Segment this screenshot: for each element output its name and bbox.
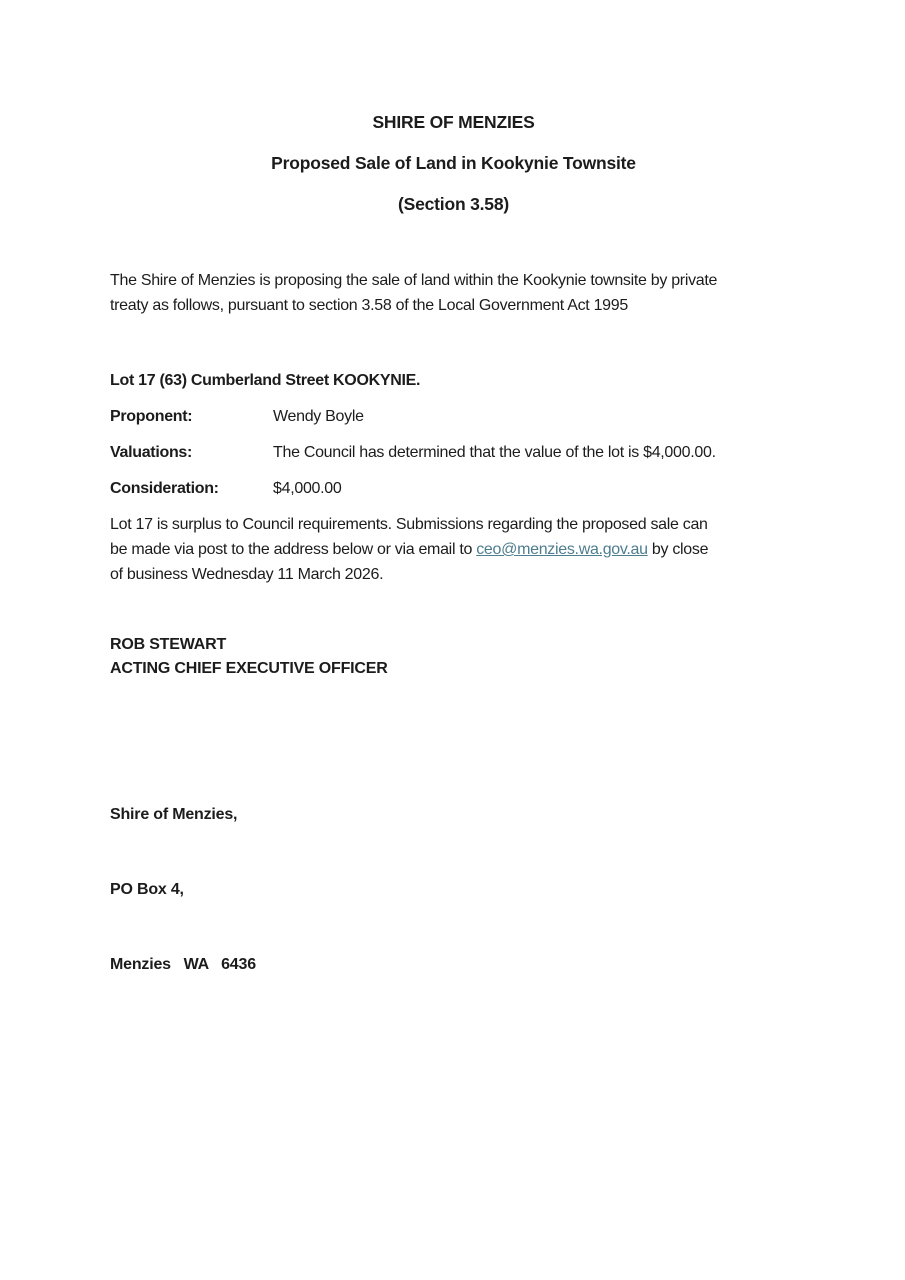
address-line-3: Menzies WA 6436 bbox=[110, 956, 256, 973]
intro-line-1: The Shire of Menzies is proposing the sale of land within the Kookynie townsite by private bbox=[110, 272, 718, 289]
detail-row-consideration bbox=[110, 476, 797, 501]
proponent-value: Wendy Boyle bbox=[273, 408, 364, 425]
postal-address-block bbox=[110, 752, 797, 1027]
signature-block bbox=[110, 633, 797, 681]
signatory-name: ROB STEWART bbox=[110, 636, 227, 653]
intro-paragraph bbox=[110, 268, 797, 318]
lot-heading: Lot 17 (63) Cumberland Street KOOKYNIE. bbox=[110, 372, 421, 389]
detail-row-proponent bbox=[110, 404, 797, 429]
address-line-2: PO Box 4, bbox=[110, 881, 184, 898]
signatory-title: ACTING CHIEF EXECUTIVE OFFICER bbox=[110, 660, 388, 677]
consideration-label: Consideration: bbox=[110, 480, 219, 497]
consideration-value: $4,000.00 bbox=[273, 480, 342, 497]
doc-subtitle: Proposed Sale of Land in Kookynie Townsite bbox=[271, 153, 636, 173]
submission-line-2-after: by close bbox=[647, 541, 709, 558]
submission-line-2-before: be made via post to the address below or via email to bbox=[110, 541, 477, 558]
doc-section-heading: (Section 3.58) bbox=[398, 194, 509, 214]
doc-title: SHIRE OF MENZIES bbox=[372, 112, 535, 132]
submission-line-1: Lot 17 is surplus to Council requirements. Submissions regarding the proposed sale can bbox=[110, 516, 708, 533]
submission-paragraph bbox=[110, 512, 797, 587]
valuations-value: The Council has determined that the value of the lot is $4,000.00. bbox=[273, 444, 716, 461]
email-link[interactable]: ceo@menzies.wa.gov.au bbox=[476, 541, 648, 558]
intro-line-2: treaty as follows, pursuant to section 3.58 of the Local Government Act 1995 bbox=[110, 297, 628, 314]
detail-row-valuations bbox=[110, 440, 797, 465]
valuations-label: Valuations: bbox=[110, 444, 193, 461]
submission-line-2 bbox=[110, 537, 797, 562]
submission-line-3: of business Wednesday 11 March 2026. bbox=[110, 566, 384, 583]
address-line-1: Shire of Menzies, bbox=[110, 806, 238, 823]
proponent-label: Proponent: bbox=[110, 408, 193, 425]
lot-details bbox=[110, 404, 797, 501]
